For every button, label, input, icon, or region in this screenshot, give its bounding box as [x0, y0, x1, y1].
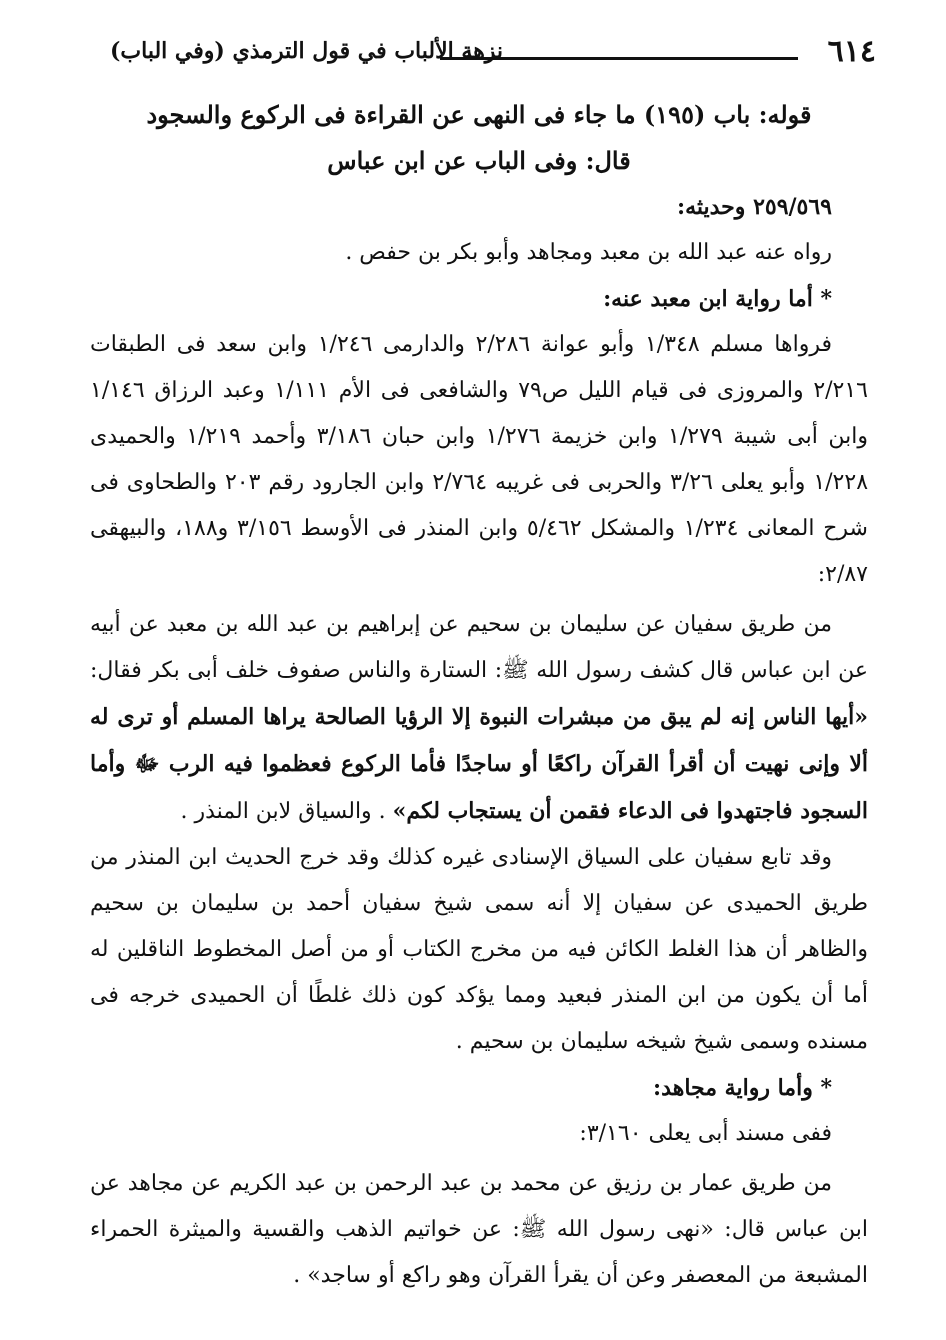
sources-paragraph: فرواها مسلم ١/٣٤٨ وأبو عوانة ٢/٢٨٦ والدارمى ١/٢٤٦ وابن سعد فى الطبقات ٢/٢١٦ والمروزى فى قيام الليل ص٧٩ والشافعى فى الأم ١/١١١ وعبد الرزاق ١/١٤٦ وابن أبى شيبة ١/٢٧٩ وابن خزيمة ١/٢٧٦ وابن حبان ٣/١٨٦ وأحمد ١/٢١٩ والحميدى ١/٢٢٨ وأبو يعلى ٣/٢٦ والحربى فى غريبه ٢/٧٦٤ وابن الجارود رقم ٢٠٣ والطحاوى فى شرح المعانى ١/٢٣٤ والمشكل ٥/٤٦٢ وابن المنذر فى الأوسط ٣/١٥٦ و١٨٨، والبيهقى ٢/٨٧:: [90, 332, 869, 587]
running-title: نزهة الألباب في قول الترمذي (وفي الباب): [110, 38, 504, 64]
section-heading-ibn-mabad: * أما رواية ابن معبد عنه:: [603, 286, 832, 312]
chapter-title: قوله: باب (١٩٥) ما جاء فى النهى عن القراءة فى الركوع والسجود: [146, 100, 812, 129]
hadith-number: ٢٥٩/٥٦٩ وحديثه:: [676, 194, 832, 220]
narrators-paragraph: رواه عنه عبد الله بن معبد ومجاهد وأبو بكر بن حفص .: [345, 240, 832, 265]
page-header: [110, 34, 876, 80]
section-heading-mujahid: * وأما رواية مجاهد:: [653, 1075, 832, 1101]
page-number: ٦١٤: [827, 34, 876, 69]
source-abu-yala: ففى مسند أبى يعلى ٣/١٦٠:: [579, 1121, 832, 1146]
mujahid-paragraph: من طريق عمار بن رزيق عن محمد بن عبد الرحمن بن عبد الكريم عن مجاهد عن ابن عباس قال: «نهى رسول الله ﷺ: عن خواتيم الذهب والقسية والميثرة الحمراء المشبعة من المعصفر وعن أن يقرأ القرآن وهو راكع أو ساجد» .: [90, 1171, 868, 1288]
chapter-subtitle: قال: وفى الباب عن ابن عباس: [327, 146, 631, 175]
context-note: . والسياق لابن المنذر .: [180, 799, 386, 824]
hadith-matn: «أيها الناس إنه لم يبق من مبشرات النبوة إلا الرؤيا الصالحة يراها المسلم أو ترى له ألا وإنى نهيت أن أقرأ القرآن راكعًا أو ساجدًا فأما الركوع فعظموا فيه الرب ﷻ وأما السجود فاجتهدوا فى الدعاء فقمن أن يستجاب لكم»: [90, 704, 868, 824]
chain-paragraph: [90, 602, 868, 835]
chain-text: من طريق سفيان عن سليمان بن سحيم عن إبراهيم بن عبد الله بن معبد عن أبيه عن ابن عباس قال كشف رسول الله ﷺ: الستارة والناس صفوف خلف أبى بكر فقال:: [90, 612, 868, 683]
page-body: [90, 92, 868, 1299]
commentary-paragraph: وقد تابع سفيان على السياق الإسنادى غيره كذلك وقد خرج الحديث ابن المنذر من طريق الحميدى عن سفيان إلا أنه سمى شيخ سفيان أحمد بن سليمان بن سحيم والظاهر أن هذا الغلط الكائن فيه من مخرج الكتاب أو من أصل المخطوط الناقلين له أما أن يكون من ابن المنذر فبعيد ومما يؤكد كون ذلك غلطًا أن الحميدى خرجه فى مسنده وسمى شيخ شيخه سليمان بن سحيم .: [90, 845, 868, 1054]
